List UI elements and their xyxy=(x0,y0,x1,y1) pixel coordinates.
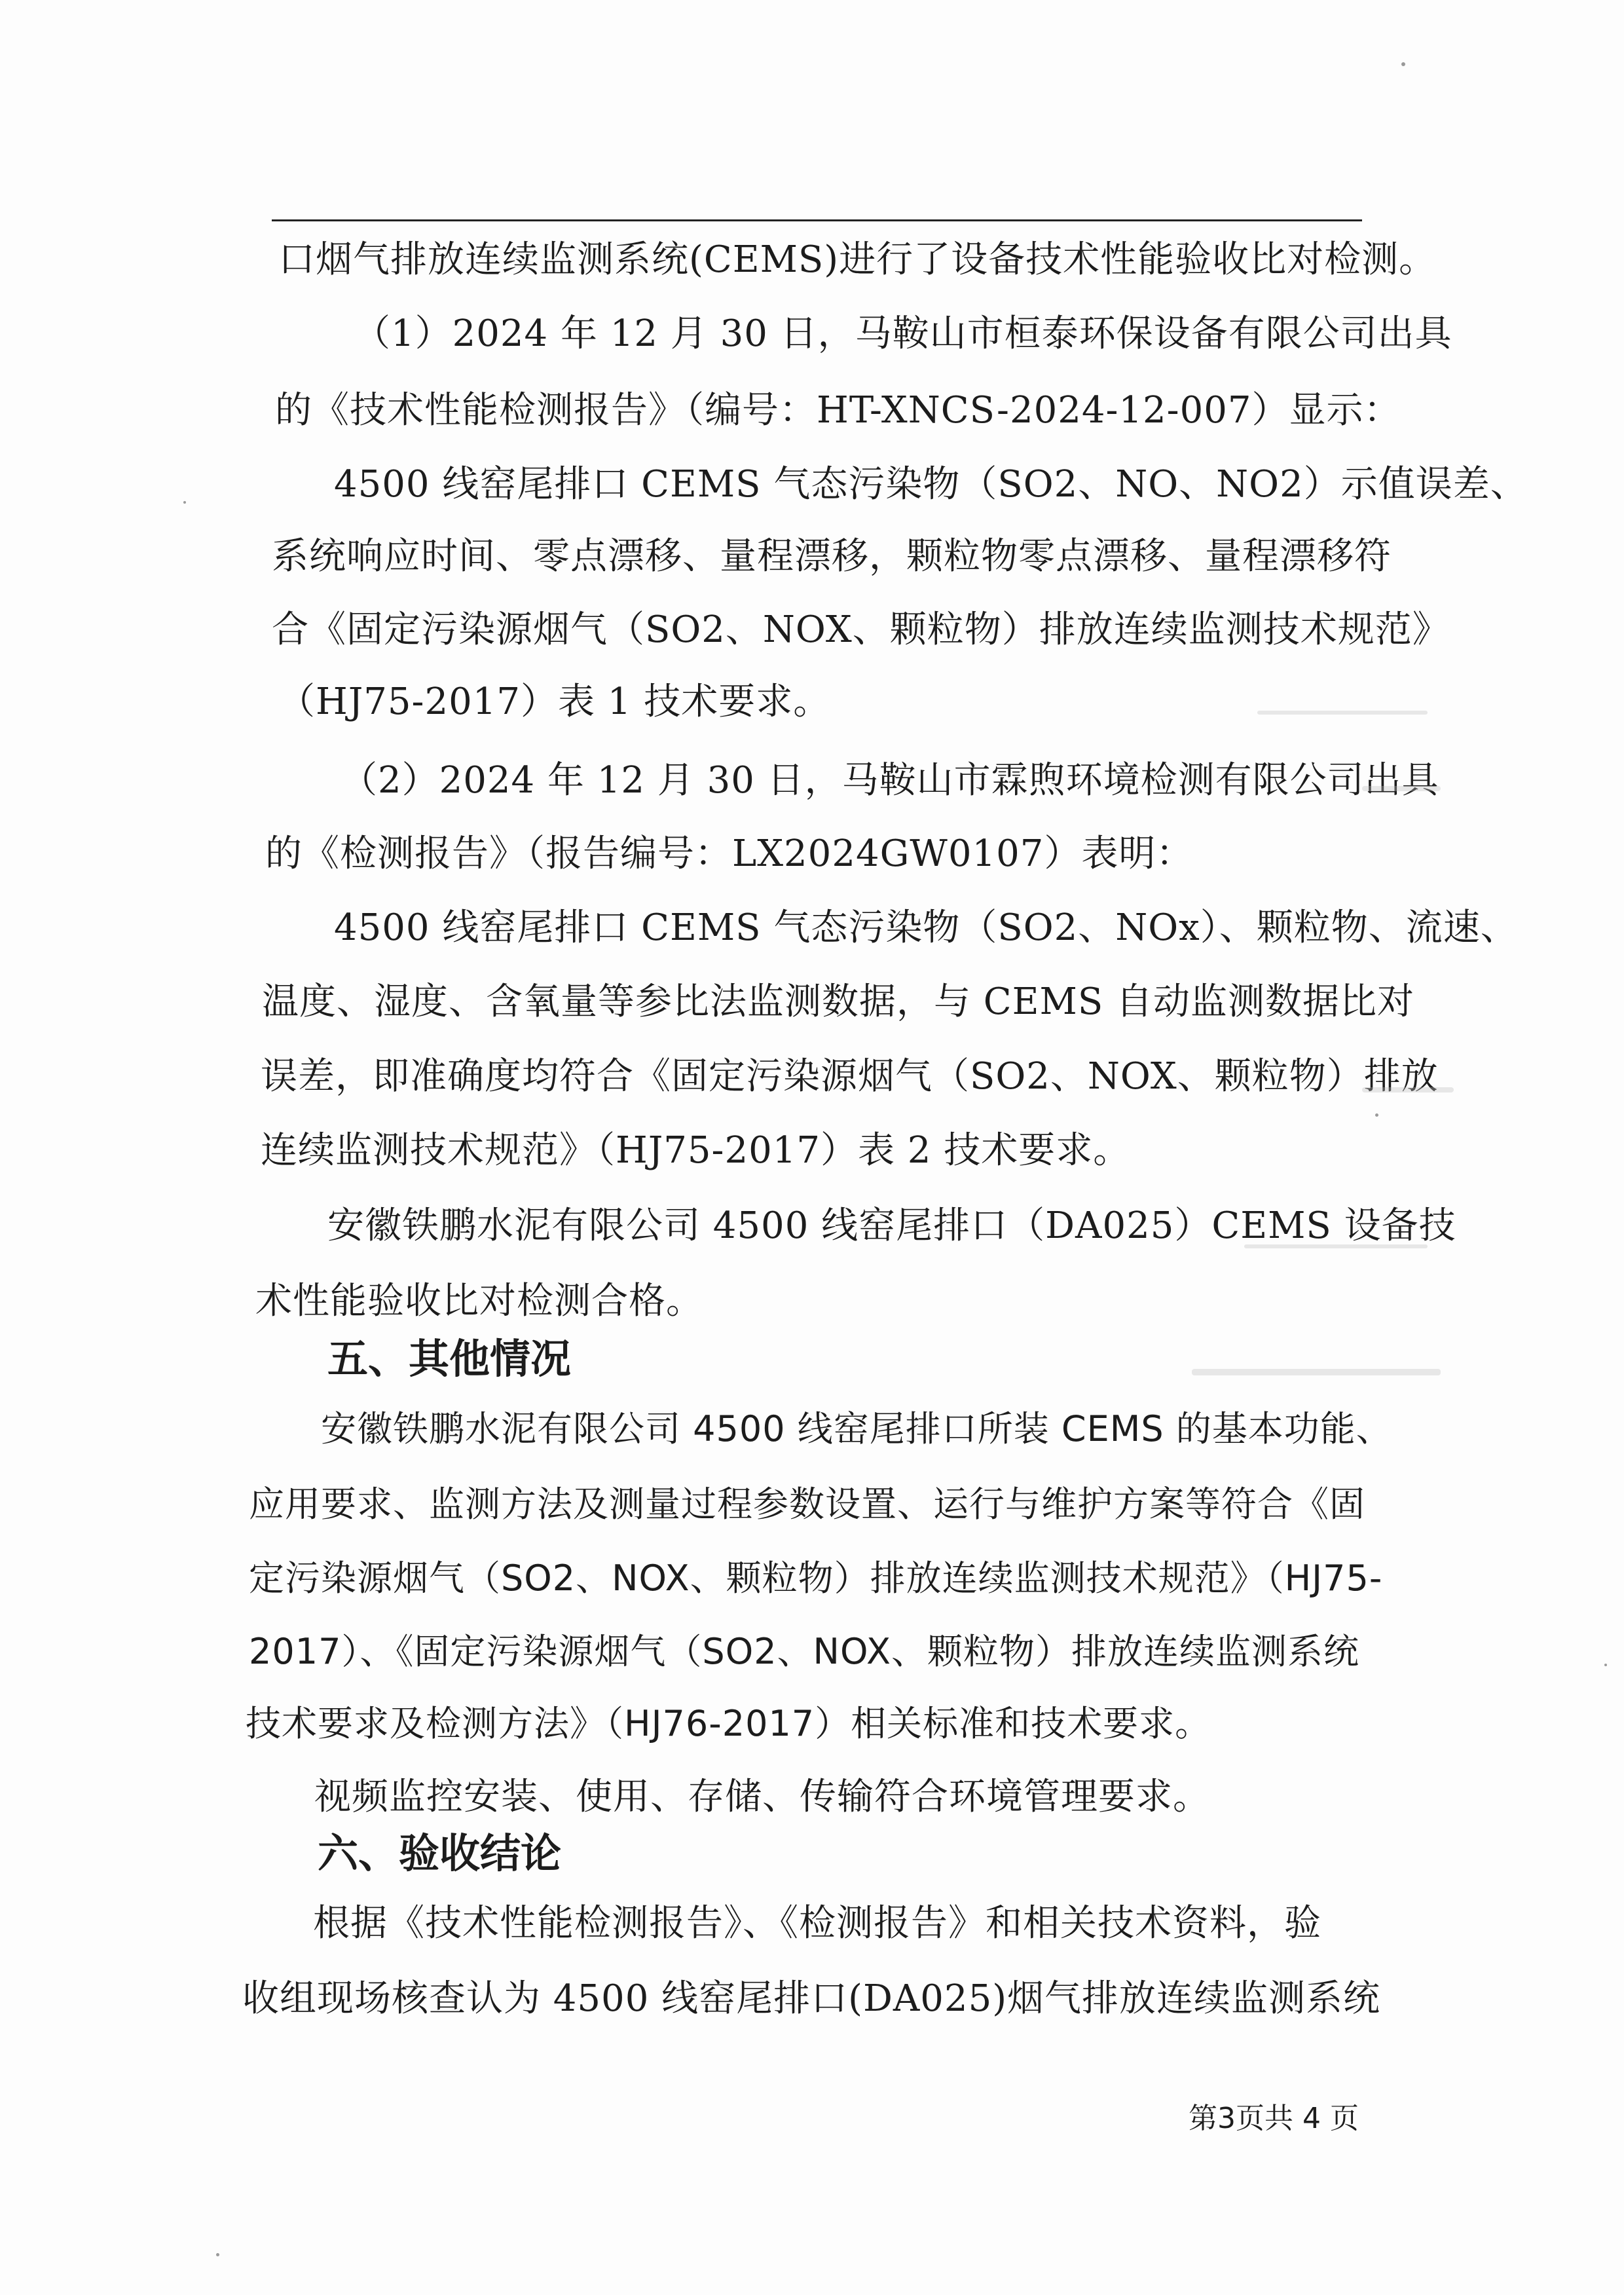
scan-speck xyxy=(183,501,186,504)
text-line: 系统响应时间、零点漂移、量程漂移，颗粒物零点漂移、量程漂移符 xyxy=(272,535,1392,578)
text-line: 收组现场核查认为 4500 线窑尾排口(DA025)烟气排放连续监测系统 xyxy=(242,1977,1381,2020)
section-heading-other: 五、其他情况 xyxy=(327,1335,572,1383)
text-line: 视频监控安装、使用、存储、传输符合环境管理要求。 xyxy=(314,1776,1210,1818)
text-line: 温度、湿度、含氧量等参比法监测数据，与 CEMS 自动监测数据比对 xyxy=(262,980,1415,1023)
header-rule xyxy=(272,219,1362,221)
text-line: （2）2024 年 12 月 30 日，马鞍山市霖煦环境检测有限公司出具 xyxy=(341,759,1439,802)
scan-speck xyxy=(1375,1113,1378,1117)
scan-smudge xyxy=(1257,711,1428,715)
text-line: 应用要求、监测方法及测量过程参数设置、运行与维护方案等符合《固 xyxy=(249,1483,1365,1525)
text-line: 合《固定污染源烟气（SO2、NOX、颗粒物）排放连续监测技术规范》 xyxy=(272,608,1450,651)
page-number: 第3页共 4 页 xyxy=(1189,2102,1359,2135)
scan-speck xyxy=(216,2253,219,2256)
scan-speck xyxy=(1604,1664,1607,1666)
text-line: （1）2024 年 12 月 30 日，马鞍山市桓泰环保设备有限公司出具 xyxy=(354,312,1452,355)
text-line: （HJ75-2017）表 1 技术要求。 xyxy=(278,681,831,723)
scan-smudge xyxy=(1362,786,1441,791)
text-line: 技术要求及检测方法》（HJ76-2017）相关标准和技术要求。 xyxy=(246,1703,1211,1744)
text-line: 4500 线窑尾排口 CEMS 气态污染物（SO2、NOx）、颗粒物、流速、 xyxy=(334,906,1518,949)
text-line: 术性能验收比对检测合格。 xyxy=(255,1280,703,1322)
text-line: 的《检测报告》（报告编号：LX2024GW0107）表明： xyxy=(265,832,1194,875)
text-line: 安徽铁鹏水泥有限公司 4500 线窑尾排口（DA025）CEMS 设备技 xyxy=(327,1204,1456,1247)
scan-smudge xyxy=(1362,1087,1454,1092)
text-line: 误差，即准确度均符合《固定污染源烟气（SO2、NOX、颗粒物）排放 xyxy=(261,1055,1439,1098)
text-line: 安徽铁鹏水泥有限公司 4500 线窑尾排口所装 CEMS 的基本功能、 xyxy=(321,1408,1392,1449)
scan-smudge xyxy=(1192,1369,1441,1375)
scan-smudge xyxy=(1244,1244,1428,1248)
section-heading-conclusion: 六、验收结论 xyxy=(318,1829,562,1877)
text-line: 2017）、《固定污染源烟气（SO2、NOX、颗粒物）排放连续监测系统 xyxy=(249,1631,1359,1672)
text-line: 4500 线窑尾排口 CEMS 气态污染物（SO2、NO、NO2）示值误差、 xyxy=(334,463,1528,506)
text-line: 的《技术性能检测报告》（编号：HT-XNCS-2024-12-007）显示： xyxy=(275,389,1401,432)
text-line: 根据《技术性能检测报告》、《检测报告》和相关技术资料，验 xyxy=(313,1902,1321,1945)
text-line: 定污染源烟气（SO2、NOX、颗粒物）排放连续监测技术规范》（HJ75- xyxy=(249,1558,1383,1599)
scan-speck xyxy=(1401,62,1405,66)
text-line: 口烟气排放连续监测系统(CEMS)进行了设备技术性能验收比对检测。 xyxy=(278,238,1437,281)
text-line: 连续监测技术规范》（HJ75-2017）表 2 技术要求。 xyxy=(261,1129,1131,1172)
